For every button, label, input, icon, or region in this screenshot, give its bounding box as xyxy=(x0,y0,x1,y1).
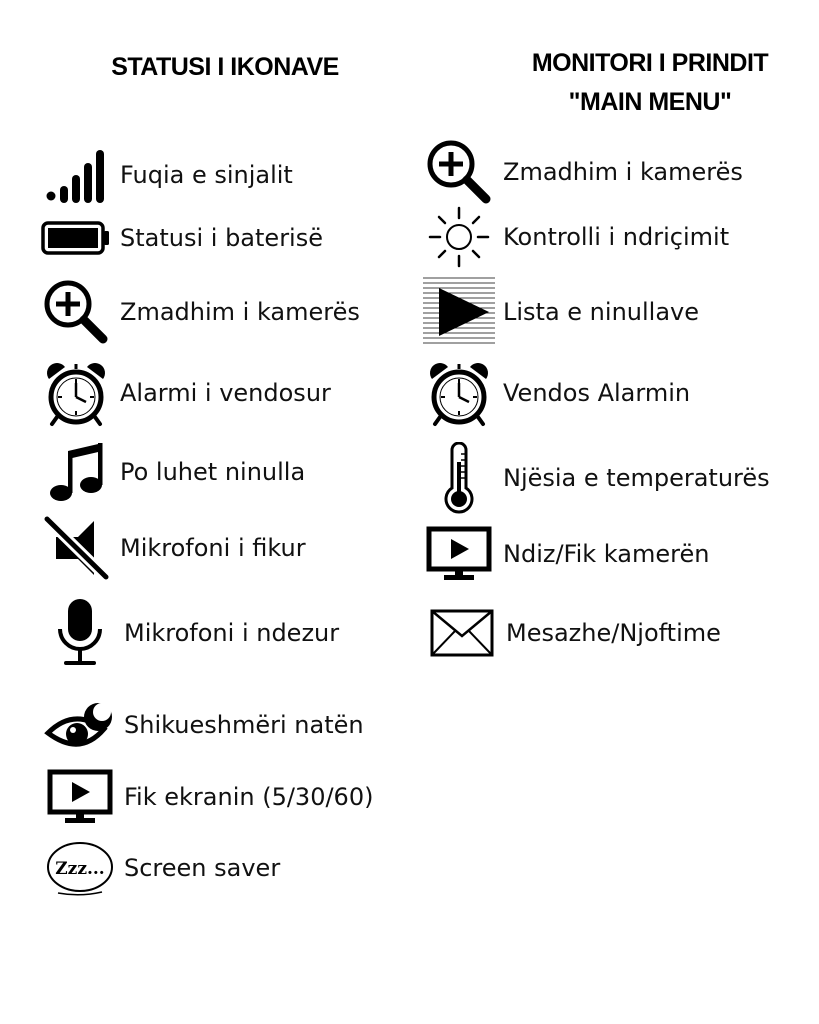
menu-label: Vendos Alarmin xyxy=(503,379,691,407)
legend-label: Fuqia e sinjalit xyxy=(120,161,293,189)
legend-label: Screen saver xyxy=(124,854,281,882)
legend-item-battery xyxy=(40,203,323,273)
battery-icon xyxy=(40,203,112,273)
menu-item-zoom xyxy=(423,137,743,207)
envelope-icon xyxy=(426,598,498,668)
legend-label: Mikrofoni i ndezur xyxy=(124,619,340,647)
brightness-sun-icon xyxy=(423,202,495,272)
legend-item-mic-off xyxy=(40,513,306,583)
left-column-heading: STATUSI I IKONAVE xyxy=(111,53,339,81)
alarm-clock-icon xyxy=(40,358,112,428)
alarm-clock-icon xyxy=(423,358,495,428)
legend-label: Mikrofoni i fikur xyxy=(120,534,306,562)
menu-label: Lista e ninullave xyxy=(503,298,699,326)
signal-strength-icon xyxy=(40,140,112,210)
legend-item-lullaby xyxy=(40,437,305,507)
zoom-in-icon xyxy=(40,277,112,347)
thermometer-icon xyxy=(423,443,495,513)
legend-item-zoom xyxy=(40,277,360,347)
legend-item-signal xyxy=(40,140,293,210)
legend-label: Zmadhim i kamerës xyxy=(120,298,360,326)
menu-label: Kontrolli i ndriçimit xyxy=(503,223,730,251)
monitor-play-icon xyxy=(44,762,116,832)
monitor-play-icon xyxy=(423,519,495,589)
legend-label: Po luhet ninulla xyxy=(120,458,306,486)
menu-item-brightness xyxy=(423,202,729,272)
legend-item-alarm xyxy=(40,358,331,428)
right-heading-line1: MONITORI I PRINDIT xyxy=(531,49,769,77)
menu-item-messages xyxy=(426,598,721,668)
microphone-icon xyxy=(44,598,116,668)
menu-item-set-alarm xyxy=(423,358,690,428)
legend-item-screen-off xyxy=(44,762,373,832)
sleep-zzz-icon xyxy=(44,833,116,903)
zoom-in-icon xyxy=(423,137,495,207)
legend-label: Shikueshmëri natën xyxy=(124,711,364,739)
legend-item-mic-on xyxy=(44,598,339,668)
legend-label: Alarmi i vendosur xyxy=(120,379,331,407)
menu-item-lullaby-list xyxy=(423,277,699,347)
music-note-icon xyxy=(40,437,112,507)
menu-label: Ndiz/Fik kamerën xyxy=(503,540,710,568)
menu-item-temperature xyxy=(423,443,770,513)
microphone-off-icon xyxy=(40,513,112,583)
legend-label: Fik ekranin (5/30/60) xyxy=(124,783,374,811)
menu-item-camera-toggle xyxy=(423,519,709,589)
menu-label: Njësia e temperaturës xyxy=(503,464,770,492)
legend-label: Statusi i baterisë xyxy=(120,224,323,252)
play-list-icon xyxy=(423,277,495,347)
menu-label: Mesazhe/Njoftime xyxy=(506,619,721,647)
menu-label: Zmadhim i kamerës xyxy=(503,158,743,186)
night-vision-eye-icon xyxy=(44,690,116,760)
legend-item-screen-saver xyxy=(44,833,280,903)
legend-item-night-vision xyxy=(44,690,364,760)
right-heading-line2: "MAIN MENU" xyxy=(568,88,732,116)
zzz-text: Zzz... xyxy=(55,859,105,879)
right-column-heading xyxy=(470,44,819,122)
